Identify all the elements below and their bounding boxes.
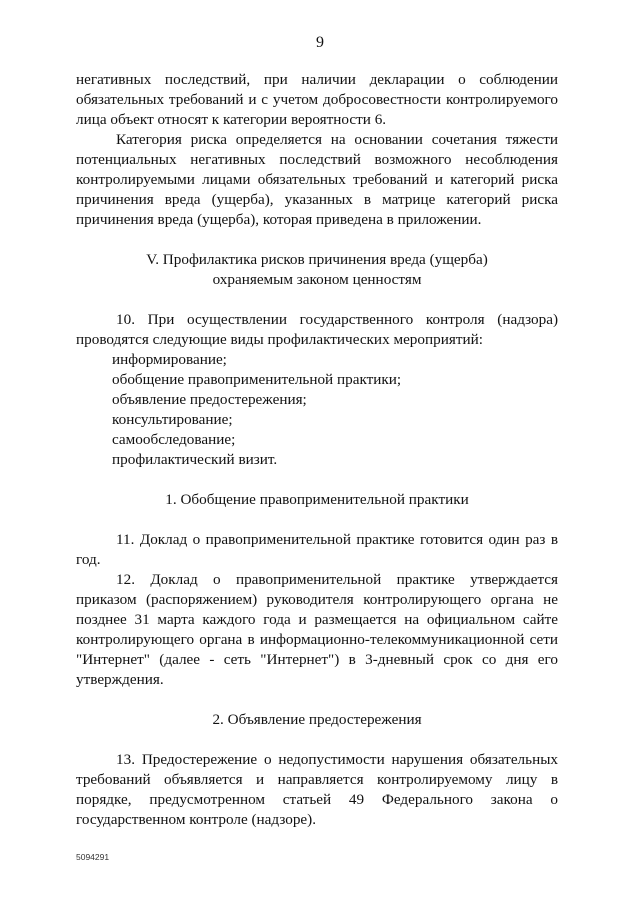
list-item: объявление предостережения; xyxy=(112,391,307,408)
paragraph-continuation: негативных последствий, при наличии декларации о соблюдении обязательных требований и с учетом добросовестности контролируемого лица объект относят к категории вероятности 6. xyxy=(76,71,558,128)
subsection-title-1: 1. Обобщение правоприменительной практики xyxy=(165,491,469,508)
subsection-title-2: 2. Объявление предостережения xyxy=(212,711,422,728)
list-item: профилактический визит. xyxy=(112,451,278,468)
list-item: самообследование; xyxy=(112,431,236,448)
list-item: информирование; xyxy=(112,351,227,368)
paragraph-11: 11. Доклад о правоприменительной практике готовится один раз в год. xyxy=(76,531,558,568)
paragraph-13: 13. Предостережение о недопустимости нарушения обязательных требований объявляется и направляется контролируемому лицу в порядке, предусмотренном статьей 49 Федерального закона о государственном контроле (надзоре). xyxy=(76,751,558,828)
list-item: обобщение правоприменительной практики; xyxy=(112,371,402,388)
document-body xyxy=(76,70,558,830)
page-number: 9 xyxy=(316,34,324,51)
paragraph-12: 12. Доклад о правоприменительной практике утверждается приказом (распоряжением) руководителя контролирующего органа не позднее 31 марта каждого года и размещается на официальном сайте контролирующего органа в информационно-телекоммуникационной сети "Интернет" (далее - сеть "Интернет") в 3-дневный срок со дня его утверждения. xyxy=(76,571,558,688)
section-title-line-2: охраняемым законом ценностям xyxy=(212,271,422,288)
document-code: 5094291 xyxy=(76,852,110,862)
paragraph-10: 10. При осуществлении государственного контроля (надзора) проводятся следующие виды профилактических мероприятий: xyxy=(76,311,558,348)
list-item: консультирование; xyxy=(112,411,233,428)
section-title-line-1: V. Профилактика рисков причинения вреда (ущерба) xyxy=(146,251,488,268)
paragraph-risk-category: Категория риска определяется на основании сочетания тяжести потенциальных негативных последствий возможного несоблюдения контролируемыми лицами обязательных требований и категорий риска причинения вреда (ущерба), указанных в матрице категорий риска причинения вреда (ущерба), которая приведена в приложении. xyxy=(76,131,558,228)
prevention-measures-list xyxy=(76,350,558,470)
